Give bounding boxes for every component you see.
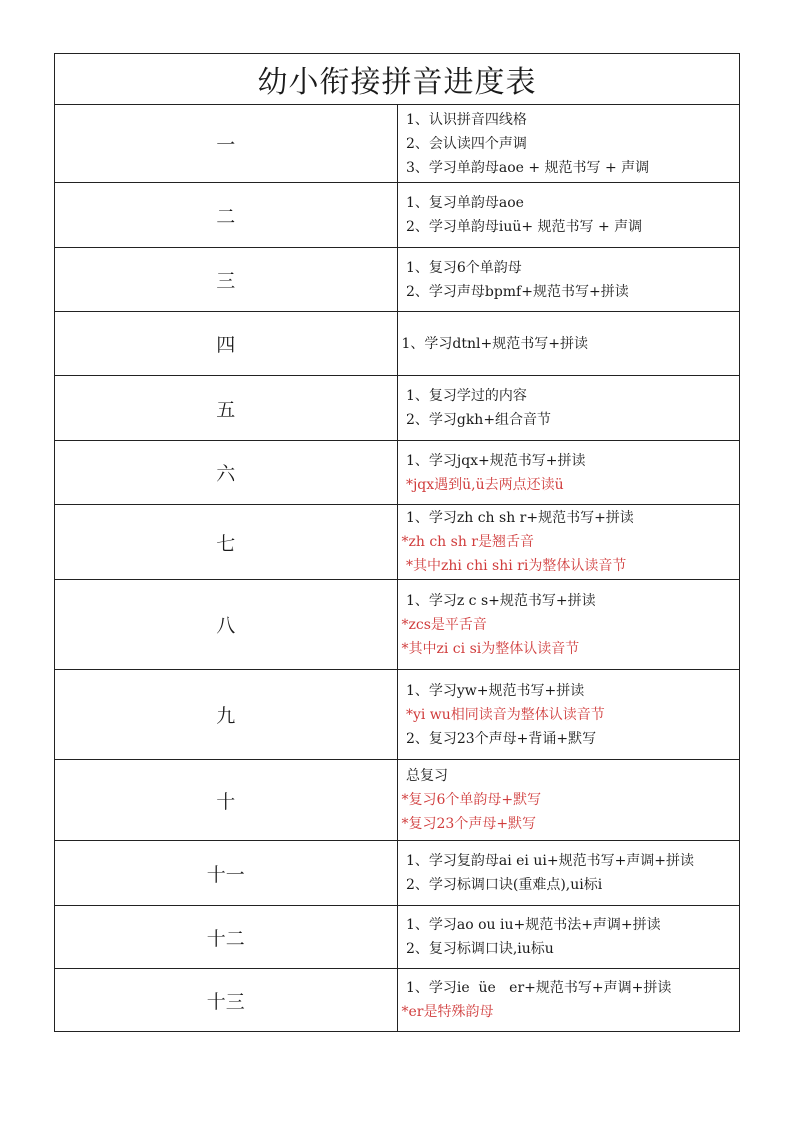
page-title: 幼小衔接拼音进度表 xyxy=(55,54,740,105)
lesson-content-cell xyxy=(397,505,740,580)
lesson-line: 1、学习z c s+规范书写+拼读 xyxy=(401,592,596,609)
lesson-line: 1、学习zh ch sh r+规范书写+拼读 xyxy=(401,510,634,526)
lesson-line: 2、学习gkh+组合音节 xyxy=(401,412,552,428)
lesson-note-line: *zcs是平舌音 xyxy=(401,616,487,633)
lesson-content-cell xyxy=(397,105,740,183)
lesson-note-line: *其中zhi chi shi ri为整体认读音节 xyxy=(401,558,627,574)
table-row xyxy=(55,760,740,841)
lesson-content-cell xyxy=(397,670,740,760)
lesson-line: 2、学习标调口诀(重难点),ui标i xyxy=(401,877,603,893)
lesson-line: 总复习 xyxy=(401,768,448,784)
lesson-line: 1、复习6个单韵母 xyxy=(401,259,522,276)
table-row xyxy=(55,441,740,505)
week-number-cell: 十二 xyxy=(55,906,398,969)
week-number-cell: 九 xyxy=(55,670,398,760)
lesson-content-cell xyxy=(397,248,740,312)
lesson-line: 2、复习标调口诀,iu标u xyxy=(401,941,554,957)
lesson-content-cell xyxy=(397,841,740,906)
lesson-note-line: *jqx遇到ü,ü去两点还读ü xyxy=(401,476,564,493)
table-row xyxy=(55,969,740,1032)
title-row xyxy=(55,54,740,105)
lesson-line: 2、学习声母bpmf+规范书写+拼读 xyxy=(401,283,629,300)
lesson-line: 1、学习jqx+规范书写+拼读 xyxy=(401,452,586,469)
lesson-content-cell xyxy=(397,312,740,376)
lesson-line: 1、学习yw+规范书写+拼读 xyxy=(401,682,585,699)
lesson-content-cell xyxy=(397,441,740,505)
table-row xyxy=(55,376,740,441)
week-number-cell: 一 xyxy=(55,105,398,183)
schedule-table-body xyxy=(55,54,740,1032)
lesson-note-line: *其中zi ci si为整体认读音节 xyxy=(401,640,580,657)
week-number-cell: 二 xyxy=(55,183,398,248)
lesson-note-line: *复习23个声母+默写 xyxy=(401,816,537,832)
table-row xyxy=(55,505,740,580)
week-number-cell: 七 xyxy=(55,505,398,580)
week-number-cell: 四 xyxy=(55,312,398,376)
week-number-cell: 三 xyxy=(55,248,398,312)
table-row xyxy=(55,906,740,969)
lesson-line: 1、复习单韵母aoe xyxy=(401,195,524,211)
table-row xyxy=(55,841,740,906)
lesson-content-cell xyxy=(397,376,740,441)
lesson-note-line: *yi wu相同读音为整体认读音节 xyxy=(401,706,605,723)
week-number-cell: 十三 xyxy=(55,969,398,1032)
lesson-line: 2、学习单韵母iuü+ 规范书写 + 声调 xyxy=(401,219,643,235)
table-row xyxy=(55,248,740,312)
lesson-note-line: *复习6个单韵母+默写 xyxy=(401,792,542,808)
lesson-content-cell xyxy=(397,906,740,969)
lesson-content-cell xyxy=(397,580,740,670)
lesson-content-cell xyxy=(397,183,740,248)
lesson-line: 1、复习学过的内容 xyxy=(401,388,527,404)
week-number-cell: 五 xyxy=(55,376,398,441)
lesson-line: 1、学习dtnl+规范书写+拼读 xyxy=(401,335,588,352)
lesson-note-line: *er是特殊韵母 xyxy=(401,1004,494,1020)
week-number-cell: 六 xyxy=(55,441,398,505)
table-row xyxy=(55,183,740,248)
lesson-line: 1、认识拼音四线格 xyxy=(401,111,527,128)
table-row xyxy=(55,670,740,760)
table-row xyxy=(55,580,740,670)
lesson-line: 1、学习ie üe er+规范书写+声调+拼读 xyxy=(401,980,672,996)
lesson-note-line: *zh ch sh r是翘舌音 xyxy=(401,534,534,550)
schedule-table xyxy=(54,53,740,1032)
lesson-line: 3、学习单韵母aoe + 规范书写 + 声调 xyxy=(401,159,650,176)
week-number-cell: 十 xyxy=(55,760,398,841)
week-number-cell: 十一 xyxy=(55,841,398,906)
lesson-content-cell xyxy=(397,969,740,1032)
table-row xyxy=(55,105,740,183)
lesson-line: 1、学习ao ou iu+规范书法+声调+拼读 xyxy=(401,917,661,933)
lesson-line: 2、会认读四个声调 xyxy=(401,135,527,152)
week-number-cell: 八 xyxy=(55,580,398,670)
lesson-content-cell xyxy=(397,760,740,841)
lesson-line: 2、复习23个声母+背诵+默写 xyxy=(401,730,597,747)
lesson-line: 1、学习复韵母ai ei ui+规范书写+声调+拼读 xyxy=(401,853,695,869)
table-row xyxy=(55,312,740,376)
